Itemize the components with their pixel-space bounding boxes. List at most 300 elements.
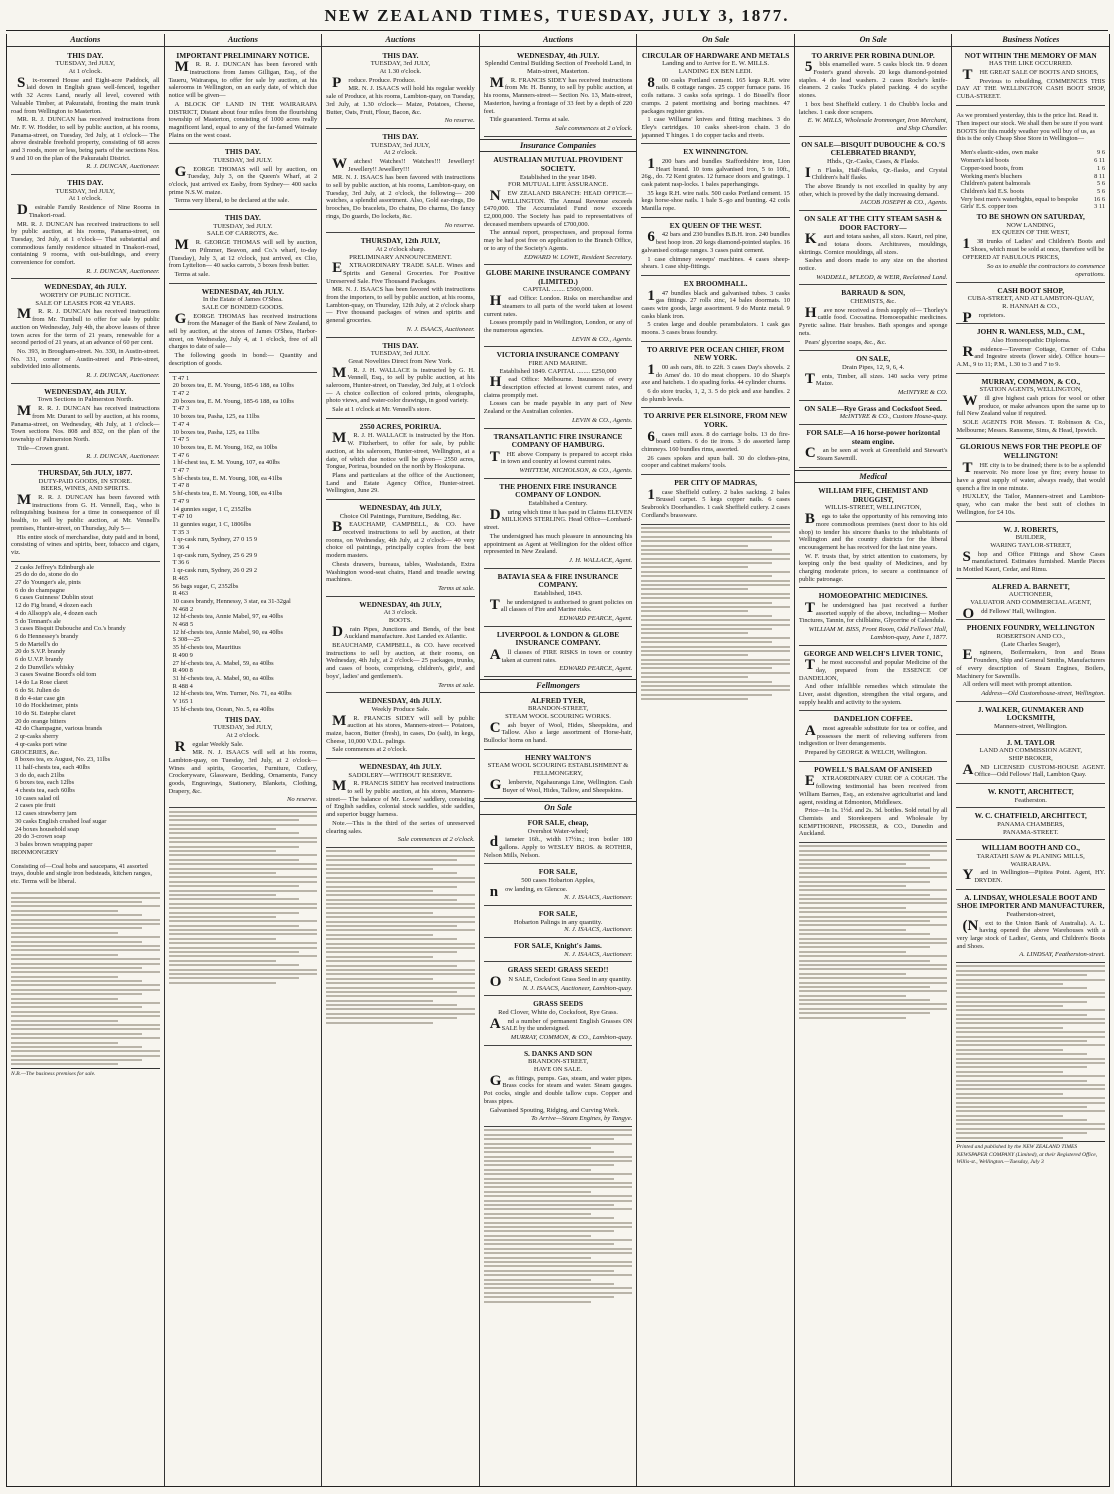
- ad-subheading: Overshot Water-wheel;: [527, 827, 589, 835]
- list-item: 10 boxes tea, Pasha, 125, ea 11lbs: [172, 413, 260, 421]
- text-line: [484, 1270, 615, 1272]
- ad-subheading: BRANDON-STREET,: [527, 705, 589, 713]
- ad-subheading: TUESDAY, 3rd JULY.: [213, 222, 273, 230]
- text-line: [956, 1044, 1105, 1046]
- ad-body: MR. J. H. WALLACE is instructed by G. H. Vennell, Esq., to sell by public auction, at his saleroom, Hunter-street, on Tuesday, 3rd July, at 1 o'clock— A choice collection of colored prints, oleographs, photo views, and water-color drawings, in good variety.: [326, 364, 475, 405]
- ad-body: All classes of FIRE RISKS in town or country taken at current rates.: [489, 646, 633, 664]
- ad-signature: WILLIAM M. BISS, Front Room, Odd Fellows' Hall, Lambton-quay, June 1, 1877.: [808, 626, 948, 641]
- text-line: [799, 960, 930, 962]
- advertisement: [484, 571, 633, 627]
- text-line: [956, 1137, 1063, 1139]
- text-line: [326, 929, 475, 931]
- price-item: Women's kid boots: [960, 157, 1010, 165]
- text-line: [11, 910, 118, 912]
- list-item: 5 hf-chests tea, E. M. Young, 108, ea 41lbs: [172, 490, 283, 498]
- price-row: [956, 196, 1105, 204]
- text-line: [169, 898, 300, 900]
- ad-body: MR. FRANCIS SIDEY has received instructions from Mr. H. Bunny, to sell by public auction, at his rooms, Manners-street— Section No. 13, Main-street, Masterton, having a frontage of 33 feet by a depth of 220 feet.: [483, 74, 633, 115]
- ad-body: 1 box best Sheffield cutlery. 1 do Chubb's locks and latches. 1 cask door scrapers.: [798, 100, 948, 116]
- ad-heading: GRASS SEEDS: [533, 999, 583, 1009]
- text-line: [484, 1208, 633, 1210]
- ad-body: The undersigned has just received a further assorted supply of the above, including— Mother Tinctures, Tannin, for chilblains, Glycerine of Calendula.: [798, 600, 948, 625]
- text-line: [11, 892, 160, 894]
- ad-heading: EX WINNINGTON.: [683, 147, 748, 157]
- text-line: [799, 898, 948, 900]
- text-line: [169, 942, 318, 944]
- text-line: [484, 1191, 591, 1193]
- ad-subheading: PANAMA-STREET.: [1003, 828, 1059, 836]
- ad-body: Can be seen at work at Greenfield and Stewart's Steam Sawmill.: [804, 445, 948, 462]
- text-line: [956, 1049, 1063, 1051]
- text-line: [11, 932, 118, 934]
- ad-heading: ON SALE—Rye Grass and Cocksfoot Seed.: [804, 403, 943, 413]
- text-line: [11, 941, 142, 943]
- text-line: [11, 971, 160, 973]
- ad-subheading: BRANDON-STREET,: [527, 1058, 589, 1066]
- text-line: [169, 824, 318, 826]
- ad-body: Have now received a fresh supply of— Thorley's cattle food. Cocoatina. Homoeopathic medicines. Pyretic saline. Hair brushes. Bath sponges and sponge nets.: [798, 304, 948, 337]
- advertisement: [956, 622, 1105, 701]
- text-line: [326, 1000, 433, 1002]
- text-line: [799, 995, 906, 997]
- text-line: [11, 1002, 160, 1004]
- ad-subheading: SHIP BROKER,: [1008, 754, 1053, 762]
- text-line: [484, 1292, 633, 1294]
- text-line: [799, 924, 948, 926]
- ad-body: Sale at 1 o'clock at Mr. Vennell's store.: [332, 406, 432, 414]
- text-line: [799, 907, 906, 909]
- ad-signature: LEVIN & CO., Agents.: [571, 335, 633, 343]
- text-line: [169, 859, 300, 861]
- ad-body: Glenbervie, Ngahauranga Line, Wellington. Cash Buyer of Wool, Hides, Tallow, and Sheepskins.: [489, 776, 633, 794]
- ad-body: MR. N. J. ISAACS will hold his regular weekly sale of Produce, at his rooms, Lambton-quay, on Tuesday, 3rd July, at 1.30 o'clock— Maize, Potatoes, Cheese, Butter, Oats, Fruit, Flour, Bacon, &c.: [326, 85, 475, 116]
- advertisement: [11, 177, 160, 279]
- text-line: [326, 894, 475, 896]
- advertisement: [11, 50, 160, 175]
- ad-body: 6cases mill axes. 8 do carriage bolts. 13 do fire-board cutters. 6 do tie irons. 3 do assorted lamp chimneys. 160 bundles rims, assorted.: [641, 428, 790, 454]
- text-line: [956, 1027, 1063, 1029]
- text-line: [799, 902, 948, 904]
- text-line: [169, 964, 300, 966]
- ad-body: Watches! Watches!! Watches!!! Jewellery! Jewellery!! Jewellery!!!: [332, 155, 475, 173]
- ad-heading: W. KNOTT, ARCHITECT,: [987, 786, 1074, 796]
- ad-signature: N. J. ISAACS, Auctioneer, Lambton-quay.: [522, 984, 633, 992]
- list-item: N 468 5: [172, 621, 194, 629]
- advertisement: [799, 648, 948, 712]
- text-line: [641, 681, 772, 683]
- text-line: [799, 881, 930, 883]
- list-item: 14 gunnies sugar, 1 C, 2352lbs: [172, 505, 252, 513]
- text-line: [169, 955, 318, 957]
- list-item: R 488 4: [172, 682, 193, 690]
- text-line: [641, 654, 748, 656]
- advertisement: [11, 386, 160, 465]
- ad-heading: W. J. ROBERTS,: [1003, 524, 1059, 534]
- text-line: [169, 868, 318, 870]
- ad-body: MR. R. J. DUNCAN has been favored with instructions from G. H. Vennell, Esq., who is relinquishing business for a time in consequence of ill health, to sell by public auction, at Mr. Vennell's premises, Hunter-street, on Thursday, July 5—: [11, 492, 160, 532]
- text-line: [956, 1106, 1087, 1108]
- text-line: [484, 1182, 633, 1184]
- list-item: 1 hf-chest tea, E. M. Young, 107, ea 40lbs: [172, 459, 280, 467]
- ad-body: 147 bundles black and galvanised tubes. 3 casks gas fittings. 27 rolls zinc, 14 bales doormats. 10 cases wire goods, large assortment. 9 do Muntz metal. 9 casks blank iron.: [641, 287, 790, 320]
- ad-subheading: PRELIMINARY ANNOUNCEMENT.: [349, 253, 452, 261]
- list-item: T 35 3: [172, 528, 190, 536]
- ad-body: Cash buyer of Wool, Hides, Sheepskins, and Tallow. Also a large assortment of Horse-hair, Bullocks' horns on hand.: [483, 719, 633, 745]
- advertisement: [484, 1048, 633, 1127]
- ad-body: Previous to rebuilding, COMMENCES THIS DAY AT THE WELLINGTON CASH BOOT SHOP, CUBA-STREET.: [956, 77, 1106, 101]
- ad-heading: THIS DAY.: [67, 50, 104, 60]
- advertisement: [799, 713, 948, 761]
- ad-signature: To Arrive—Steam Engines, by Tangye.: [531, 1115, 633, 1123]
- advertisement: [641, 220, 790, 276]
- text-line: [169, 951, 300, 953]
- text-line: [326, 960, 475, 962]
- text-line: [956, 1110, 1105, 1112]
- advertisement: [326, 502, 475, 597]
- ad-heading: WEDNESDAY, 4th JULY.: [44, 282, 127, 292]
- section-header: Fellmongers: [480, 679, 637, 693]
- text-line: [956, 1097, 1105, 1099]
- ad-heading: THIS DAY.: [224, 147, 261, 157]
- ad-heading: THURSDAY, 12th JULY,: [360, 236, 441, 246]
- list-item: R 490 8: [172, 667, 193, 675]
- ad-heading: FOR SALE, Knight's Jams.: [514, 941, 602, 951]
- list-item: 25 do do do, stone do do: [15, 571, 79, 579]
- text-line: [799, 986, 930, 988]
- text-line: [11, 993, 142, 995]
- text-line: [11, 949, 160, 951]
- goods-list: [11, 564, 160, 749]
- ad-heading: EX BROOMHALL.: [683, 278, 748, 288]
- text-line: [11, 967, 142, 969]
- advertisement: [641, 344, 790, 409]
- ad-subheading: WARING TAYLOR-STREET,: [990, 541, 1072, 549]
- ad-signature: R. J. DUNCAN, Auctioneer.: [86, 163, 160, 171]
- text-line: [169, 819, 300, 821]
- ad-body: The most successful and popular Medicine of the day, prepared from the ESSENCE OF DANDELION,: [798, 657, 948, 682]
- text-line: [169, 977, 300, 979]
- column-5: [637, 34, 795, 1486]
- text-line: [956, 1005, 1063, 1007]
- text-line: [11, 958, 160, 960]
- ad-body: Note.—This is the third of the series of unreserved clearing sales.: [326, 819, 475, 835]
- advertisement: [484, 964, 633, 996]
- ad-subheading: Red Clover, White do, Cocksfoot, Rye Grass.: [498, 1008, 618, 1016]
- text-line: [169, 916, 276, 918]
- text-line: [11, 1015, 160, 1017]
- ad-subheading: R. HANNAH & CO.,: [1002, 302, 1060, 310]
- ad-heading: 2550 ACRES, PORIRUA.: [359, 421, 442, 431]
- advertisement: [484, 50, 633, 137]
- price-row: [956, 157, 1105, 165]
- text-line: [956, 1001, 1087, 1003]
- text-line: [169, 973, 318, 975]
- text-line: [326, 1017, 457, 1019]
- advertisement: [956, 376, 1105, 440]
- advertisement: [641, 278, 790, 342]
- text-line: [326, 991, 457, 993]
- list-item: 1 qr-cask rum, Sydney, 27 0 15 9: [172, 536, 258, 544]
- ad-heading: GEORGE AND WELCH'S LIVER TONIC,: [803, 648, 943, 658]
- text-line: [169, 982, 276, 984]
- text-line: [11, 1046, 142, 1048]
- ad-heading: TO ARRIVE PER OCEAN CHIEF, FROM NEW YORK.: [647, 344, 785, 363]
- text-line: [484, 1160, 633, 1162]
- list-item: 12 cases strawberry jam: [15, 810, 77, 818]
- column-header: Auctions: [322, 34, 479, 47]
- ad-body: EXTRAORDINARY TRADE SALE. Wines and Spirits and General Groceries. For Positive Unreserved Sale. Five Thousand Packages.: [326, 260, 475, 285]
- ad-body: ON SALE, Cocksfoot Grass Seed in any quantity.: [489, 973, 632, 990]
- advertisement: [956, 211, 1105, 283]
- text-line: [484, 1239, 633, 1241]
- text-line: [956, 1080, 1087, 1082]
- ad-signature: N. J. ISAACS, Auctioneer.: [564, 950, 633, 958]
- text-line: [484, 1129, 633, 1131]
- ad-body: MR. R. J. DUNCAN has received instructions from Mr. F. W. Hodder, to sell by public auction, at his rooms, Panama-street, on Tuesday, 3rd July, at 1 o'clock— The above desirable freehold property, consisting of 68 acres and 3 roods, more or less, being parts of the sections Nos. 9 and 10 on the plan of the Pakuratahi District.: [11, 116, 160, 162]
- text-line: [11, 989, 160, 991]
- text-line: [956, 1119, 1087, 1121]
- ad-body: Price—In 1s. 1½d. and 2s. 3d. bottles. Sold retail by all Chemists and Storekeepers and Wholesale by KEMPTHORNE, PROSSER, & CO., Dunedin and Auckland.: [798, 807, 948, 838]
- ad-signature: WHITTEM, NICHOLSON, & CO., Agents.: [519, 467, 633, 475]
- advertisement: [169, 286, 318, 373]
- list-item: T 47 4: [172, 420, 190, 428]
- text-line: [484, 1143, 633, 1145]
- ad-heading: TO ARRIVE PER ROBINA DUNLOP.: [811, 50, 935, 60]
- ad-heading: ON SALE AT THE CITY STEAM SASH & DOOR FACTORY—: [804, 214, 943, 232]
- text-line: [956, 1128, 1105, 1130]
- text-line: [326, 947, 475, 949]
- advertisement: [484, 695, 633, 750]
- ad-heading: FOR SALE, cheap,: [527, 817, 589, 827]
- ad-heading: WEDNESDAY, 4th JULY,: [359, 599, 442, 609]
- goods-list: [169, 375, 318, 714]
- ad-subheading: WORTHY OF PUBLIC NOTICE.: [39, 292, 131, 300]
- ad-body: Gas fittings, pumps. Gas, steam, and water pipes. Brass cocks for steam and water. Steam gauges. Pot cocks, single and double tallow cups. Copper and brass pipes.: [483, 1072, 633, 1105]
- text-line: [326, 890, 433, 892]
- ad-body: Head Office: Melbourne. Insurances of every description effected at lowest current rates, and claims promptly met.: [483, 374, 633, 399]
- advertisement: [169, 146, 318, 210]
- ad-subheading: WILLIS-STREET, WELLINGTON,: [824, 504, 922, 512]
- text-line: [326, 951, 457, 953]
- list-item: 8 do 4-star case gin: [15, 694, 65, 702]
- list-item: 11 half-chests tea, each 40lbs: [15, 763, 90, 771]
- list-subheading: GROCERIES, &c.: [11, 748, 60, 756]
- text-line: [956, 1071, 1063, 1073]
- ad-subheading: TUESDAY, 3rd JULY,: [213, 724, 273, 732]
- text-line: [326, 912, 433, 914]
- ad-body: MR. R. J. DUNCAN has been favored with instructions from James Gilligan, Esq., of the Taueru, Wairarapa, to offer for sale by auction, at his salerooms in Wellington, on an early date, of which due notice will be given—: [168, 59, 318, 100]
- text-line: [169, 912, 300, 914]
- list-item: 1 qr-cask rum, Sydney, 26 0 29 2: [172, 567, 258, 575]
- list-item: 6 cases Guinness' Dublin stout: [15, 594, 94, 602]
- text-line: [484, 1283, 615, 1285]
- list-item: T 47 9: [172, 497, 190, 505]
- text-line: [326, 943, 475, 945]
- ad-subheading: SALE OF CARROTS, &c.: [207, 230, 279, 238]
- list-tail: Consisting of—Coal hobs and saucepans, 41 assorted trays, double and single iron bedsteads, kitchen ranges, etc. Terms will be liberal.: [11, 862, 152, 886]
- ad-signature: Terms at sale.: [438, 681, 475, 689]
- ad-heading: LIVERPOOL & LONDON & GLOBE INSURANCE COMPANY.: [496, 629, 620, 648]
- list-item: 6 do Hennessey's brandy: [15, 632, 79, 640]
- ad-body: Six-roomed House and Eight-acre Paddock, all laid down in English grass well-fenced, together with 32 Acres Land, nearly all level, covered with Valuable Timber, at Pakuratahi, fronting the main trunk road from Wellington to Masterton.: [11, 74, 160, 115]
- advertisement: [326, 599, 475, 694]
- list-item: 3 cases Swaine Boord's old tom: [15, 671, 97, 679]
- advertisement: [641, 410, 790, 475]
- text-line: [484, 1230, 615, 1232]
- ad-signature: So as to enable the contractors to commence operations.: [986, 263, 1106, 278]
- text-line: [799, 863, 906, 865]
- text-line: [169, 846, 300, 848]
- advertisement: [484, 940, 633, 962]
- list-item: 30 casks English crushed loaf sugar: [15, 817, 107, 825]
- text-line: [799, 999, 930, 1001]
- ad-body: MR. R. J. DUNCAN has received instructions from Mr. Turnbull to offer for sale by public auction on Wednesday, July 4th, the above leases of three town acres for the term of 21 years, renewable for a second period of 21 years, at an advance of 60 per cent.: [11, 306, 160, 347]
- text-line: [484, 1195, 633, 1197]
- advertisement: [641, 146, 790, 218]
- ad-subheading: SALE OF BONDED GOODS.: [202, 303, 284, 311]
- newspaper-page: [6, 34, 1110, 1487]
- list-item: N 468 2: [172, 605, 194, 613]
- ad-subheading: Drain Pipes, 12, 9, 6, 4.: [842, 363, 905, 371]
- text-line: [326, 864, 475, 866]
- price-row: [956, 180, 1105, 188]
- ad-body: BEAUCHAMP, CAMPBELL, & CO. have received instructions to sell by auction, at their rooms, on Wednesday, 4th July, at 2 o'clock— 40 very choice oil paintings, principally copies from the best modern masters.: [326, 519, 475, 560]
- text-line: [484, 1252, 633, 1254]
- text-line: [799, 968, 948, 970]
- list-item: 20 do orange bitters: [15, 717, 66, 725]
- ad-body: The following goods in bond:— Quantity and description of goods.: [168, 352, 318, 367]
- text-line: [956, 1036, 1105, 1038]
- ad-body: GEORGE THOMAS will sell by auction, on Tuesday, July 3, on the Queen's Wharf, at 2 o'clock, just arrived ex Easby, from Sydney— 400 sacks prime N.S.W. maize.: [168, 163, 318, 196]
- text-line: [11, 936, 160, 938]
- list-item: 4 chests tea, each 60lbs: [15, 787, 75, 795]
- ad-body: HUXLEY, the Tailor, Manners-street and Lambton-quay, who can make the best suit of clothes in Wellington, for £4 10s.: [956, 493, 1106, 516]
- text-line: [326, 899, 457, 901]
- list-item: R 463: [172, 590, 189, 598]
- text-line: [956, 1075, 1105, 1077]
- text-line: [641, 584, 790, 586]
- advertisement: [484, 349, 633, 428]
- text-line: [641, 615, 772, 617]
- ad-heading: THIS DAY.: [67, 178, 104, 188]
- ad-body: AND LICENSED CUSTOM-HOUSE AGENT. Office—Odd Fellows' Hall, Lambton Quay.: [962, 761, 1106, 779]
- text-line: [169, 907, 318, 909]
- price-item: Men's elastic-sides, own make: [960, 149, 1039, 157]
- ad-body: MR. N. J. ISAACS will sell at his rooms, Lambton-quay, on Tuesday, 3rd July, at 2 o'clock— Wines and spirits, Groceries, Furniture, Cutlery, Crockeryware, Glassware, Bedding, Ornaments, Fancy goods, Engravings, Stationery, Blankets, Clothing, Drapery, &c.: [168, 749, 318, 795]
- text-line: [484, 1156, 633, 1158]
- text-line: [956, 1062, 1105, 1064]
- ad-heading: MURRAY, COMMON, & CO.,: [981, 376, 1081, 386]
- list-item: 11 gunnies sugar, 1 C, 1806lbs: [172, 520, 252, 528]
- list-item: 1 qr-cask rum, Sydney, 25 6 29 9: [172, 551, 258, 559]
- section-header: On Sale: [480, 801, 637, 815]
- text-line: [799, 1017, 906, 1019]
- ad-subheading: Featherston-street,: [1006, 910, 1056, 918]
- advertisement: [956, 581, 1105, 621]
- text-line: [326, 881, 475, 883]
- text-line: [484, 1274, 633, 1276]
- ad-body: In Flasks, Half-flasks, Qr.-flasks, and Crystal Children's half flasks.: [804, 164, 948, 182]
- text-line: [641, 650, 790, 652]
- ad-heading: ALFRED A. BARNETT,: [991, 581, 1070, 591]
- ad-signature: J. H. WALLACE, Agent.: [568, 556, 633, 564]
- ad-subheading: DUTY-PAID GOODS, IN STORE.: [38, 477, 132, 485]
- list-item: 2 do Dunville's whisky: [15, 663, 74, 671]
- list-item: 10 boxes tea, E. M. Young, 162, ea 10lbs: [172, 443, 278, 451]
- ad-body: All orders will meet with prompt attention.: [962, 681, 1073, 689]
- ad-body: GEORGE THOMAS has received instructions from the Manager of the Bank of New Zealand, to sell by auction, at the stores of James O'Shea, Harbor-street, on Wednesday, July 4, at 1 o'clock, free of all charges to date of sale—: [168, 310, 318, 351]
- list-item: 8 boxes tea, ex August, No. 23, 11lbs: [15, 756, 111, 764]
- text-line: [956, 1093, 1063, 1095]
- ad-heading: FOR SALE,: [538, 867, 578, 877]
- text-line: [641, 597, 790, 599]
- ad-body: Prepared by GEORGE & WELCH, Wellington.: [804, 749, 927, 757]
- column-header: Auctions: [165, 34, 322, 47]
- ad-body: Title guaranteed. Terms at sale.: [489, 116, 570, 124]
- text-line: [11, 927, 142, 929]
- advertisement: [799, 764, 948, 843]
- ad-body: SOLE AGENTS FOR Messrs. T. Robinson & Co., Melbourne; Messrs. Ransome, Sims, & Head, Ipswich.: [956, 419, 1106, 434]
- ad-subheading: SALE OF LEASES FOR 42 YEARS.: [35, 299, 136, 307]
- ad-body: 1 case chimney sweeps' machines. 4 cases sheep-shears. 1 case ship-fittings.: [641, 255, 790, 271]
- ad-body: Terms at sale.: [174, 270, 210, 278]
- ad-body: His entire stock of merchandise, duty paid and in bond, consisting of wines and spirits, beer, tobacco and cigars, viz.: [11, 533, 160, 556]
- ad-body: MR. N. J. ISAACS has been favored with instructions from the importers, to sell by public auction, at his rooms, Lambton-quay, on Thursday, 12th July, at 2 o'clock sharp— Five thousand packages of wines and spirits and general groceries.: [326, 286, 475, 325]
- list-item: 6 do do champagne: [15, 586, 65, 594]
- ad-subheading: VALUATOR AND COMMERCIAL AGENT,: [970, 598, 1092, 606]
- text-line: [169, 811, 318, 813]
- ad-signature: McINTYRE & CO., Custom House-quay.: [839, 413, 948, 421]
- ad-subheading: PANAMA CHAMBERS,: [997, 820, 1065, 828]
- text-line: [169, 894, 276, 896]
- text-line: [169, 885, 300, 887]
- advertisement: [326, 761, 475, 848]
- price-value: 5 6: [1097, 180, 1106, 188]
- ad-heading: GLORIOUS NEWS FOR THE PEOPLE OF WELLINGTON!: [959, 442, 1102, 461]
- ad-body: Galvanised Spouting, Ridging, and Curving Work.: [489, 1106, 620, 1114]
- text-line: [641, 641, 772, 643]
- price-item: Copper-toed boots, from: [960, 164, 1024, 172]
- text-line: [484, 1213, 591, 1215]
- text-line: [169, 947, 318, 949]
- list-item: 6 boxes tea, each 12lbs: [15, 779, 75, 787]
- text-line: [484, 1222, 633, 1224]
- ad-body: (Next to the Union Bank of Australia). A. L. having opened the above Warehouses with a very large stock of Ladies', Gents, and Children's Boots and Shoes.: [956, 917, 1106, 950]
- list-item: 12 hf-chests tea, Wm. Turner, No. 71, ea 40lbs: [172, 690, 292, 698]
- ad-body: Proprietors.: [962, 309, 1006, 326]
- ad-body: W. F. trusts that, by strict attention to customers, by keeping only the best quality of Medicines, and by charging moderate prices, to secure a continuance of public patronage.: [798, 552, 948, 583]
- text-line: [484, 1261, 633, 1263]
- text-line: [641, 689, 790, 691]
- advertisement: [956, 704, 1105, 735]
- ad-heading: ALFRED TYER,: [530, 695, 586, 705]
- text-line: [169, 854, 318, 856]
- text-line: [641, 527, 790, 529]
- text-line: [956, 1014, 1087, 1016]
- ad-subheading: Landing and to Arrive for E. W. MILLS.: [662, 60, 770, 68]
- ad-subheading: Choice Oil Paintings, Furniture, Bedding, &c.: [339, 512, 462, 520]
- ad-body: A BLOCK OF LAND IN THE WAIRARAPA DISTRICT, Distant about four miles from the flourishing township of Masterton, consisting of 1000 acres really magnificent land, equal to any of the far-famed Waimate Plains on the west coast.: [168, 100, 318, 139]
- ad-signature: Sale commences at 2 o'clock.: [397, 836, 475, 844]
- text-line: [956, 1009, 1105, 1011]
- list-item: 35 hf-chests tea, Mauritius: [172, 644, 241, 652]
- text-line: [11, 1063, 118, 1065]
- text-line: [169, 863, 318, 865]
- ad-subheading: At 3 o'clock.: [383, 609, 418, 617]
- ad-subheading: At 2 o'clock.: [226, 731, 260, 739]
- price-value: 9 6: [1097, 149, 1106, 157]
- price-item: Very best men's waterbights, equal to bespoke: [960, 195, 1079, 203]
